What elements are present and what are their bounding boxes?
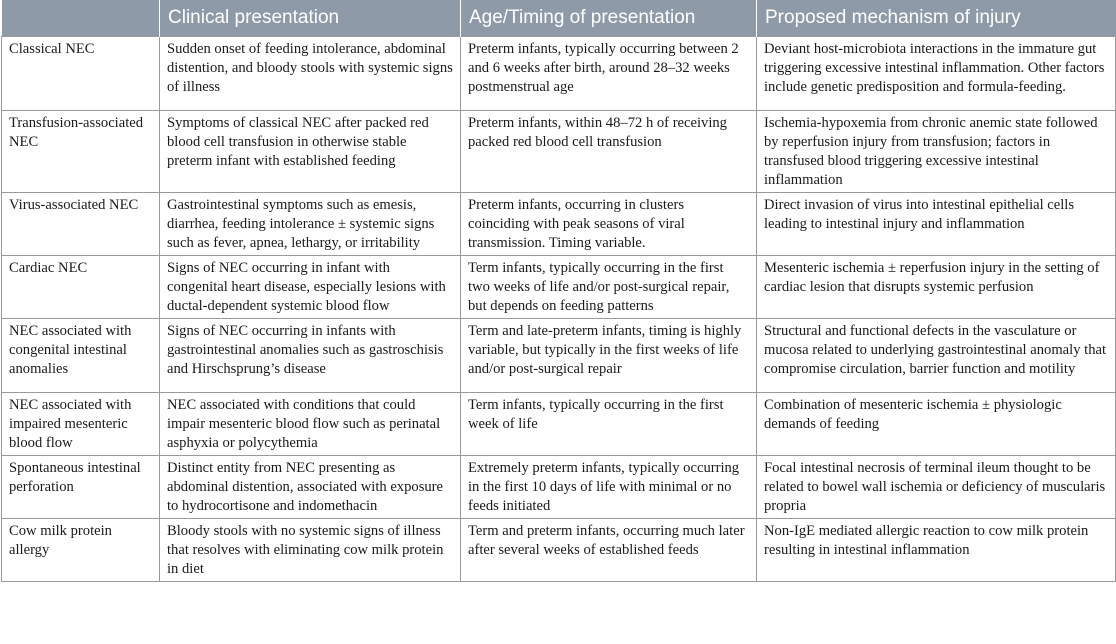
entity-cell: Transfusion-associated NEC: [2, 111, 160, 193]
mechanism-cell: Focal intestinal necrosis of terminal ileum thought to be related to bowel wall ischemia or deficiency of muscularis propria: [757, 456, 1116, 519]
age-timing-cell: Preterm infants, within 48–72 h of receiving packed red blood cell transfusion: [461, 111, 757, 193]
clinical-presentation-cell: Sudden onset of feeding intolerance, abdominal distention, and bloody stools with systemic signs of illness: [160, 37, 461, 111]
clinical-presentation-cell: Bloody stools with no systemic signs of illness that resolves with eliminating cow milk protein in diet: [160, 519, 461, 582]
table-row: [2, 519, 1116, 582]
table-row: [2, 111, 1116, 193]
entity-cell: Cow milk protein allergy: [2, 519, 160, 582]
clinical-presentation-cell: Gastrointestinal symptoms such as emesis, diarrhea, feeding intolerance ± systemic signs such as fever, apnea, lethargy, or irritability: [160, 193, 461, 256]
entity-cell: Spontaneous intestinal perforation: [2, 456, 160, 519]
entity-cell: Classical NEC: [2, 37, 160, 111]
age-timing-cell: Preterm infants, typically occurring between 2 and 6 weeks after birth, around 28–32 weeks postmenstrual age: [461, 37, 757, 111]
header-cell-age-timing: Age/Timing of presentation: [461, 0, 757, 37]
mechanism-cell: Direct invasion of virus into intestinal epithelial cells leading to intestinal injury and inflammation: [757, 193, 1116, 256]
age-timing-cell: Term and preterm infants, occurring much later after several weeks of established feeds: [461, 519, 757, 582]
table-row: [2, 456, 1116, 519]
age-timing-cell: Preterm infants, occurring in clusters coinciding with peak seasons of viral transmission. Timing variable.: [461, 193, 757, 256]
mechanism-cell: Ischemia-hypoxemia from chronic anemic state followed by reperfusion injury from transfusion; factors in transfused blood triggering excessive intestinal inflammation: [757, 111, 1116, 193]
nec-comparison-table: [1, 0, 1116, 582]
clinical-presentation-cell: Signs of NEC occurring in infant with congenital heart disease, especially lesions with ductal-dependent systemic blood flow: [160, 256, 461, 319]
table-row: [2, 256, 1116, 319]
clinical-presentation-cell: NEC associated with conditions that could impair mesenteric blood flow such as perinatal asphyxia or polycythemia: [160, 393, 461, 456]
clinical-presentation-cell: Distinct entity from NEC presenting as abdominal distention, associated with exposure to hydrocortisone and indomethacin: [160, 456, 461, 519]
entity-cell: Virus-associated NEC: [2, 193, 160, 256]
mechanism-cell: Combination of mesenteric ischemia ± physiologic demands of feeding: [757, 393, 1116, 456]
mechanism-cell: Structural and functional defects in the vasculature or mucosa related to underlying gastrointestinal anomaly that compromise circulation, barrier function and motility: [757, 319, 1116, 393]
table-row: [2, 193, 1116, 256]
mechanism-cell: Non-IgE mediated allergic reaction to cow milk protein resulting in intestinal inflammation: [757, 519, 1116, 582]
clinical-presentation-cell: Signs of NEC occurring in infants with gastrointestinal anomalies such as gastroschisis and Hirschsprung’s disease: [160, 319, 461, 393]
entity-cell: NEC associated with congenital intestinal anomalies: [2, 319, 160, 393]
header-cell-entity: [2, 0, 160, 37]
mechanism-cell: Mesenteric ischemia ± reperfusion injury in the setting of cardiac lesion that disrupts systemic perfusion: [757, 256, 1116, 319]
clinical-presentation-cell: Symptoms of classical NEC after packed red blood cell transfusion in otherwise stable preterm infant with established feeding: [160, 111, 461, 193]
mechanism-cell: Deviant host-microbiota interactions in the immature gut triggering excessive intestinal inflammation. Other factors include genetic predisposition and formula-feeding.: [757, 37, 1116, 111]
header-cell-mechanism: Proposed mechanism of injury: [757, 0, 1116, 37]
entity-cell: NEC associated with impaired mesenteric blood flow: [2, 393, 160, 456]
table-row: [2, 319, 1116, 393]
entity-cell: Cardiac NEC: [2, 256, 160, 319]
table-row: [2, 37, 1116, 111]
age-timing-cell: Term and late-preterm infants, timing is highly variable, but typically in the first weeks of life and/or post-surgical repair: [461, 319, 757, 393]
age-timing-cell: Extremely preterm infants, typically occurring in the first 10 days of life with minimal or no feeds initiated: [461, 456, 757, 519]
age-timing-cell: Term infants, typically occurring in the first two weeks of life and/or post-surgical repair, but depends on feeding patterns: [461, 256, 757, 319]
header-row: [2, 0, 1116, 37]
age-timing-cell: Term infants, typically occurring in the first week of life: [461, 393, 757, 456]
table-row: [2, 393, 1116, 456]
header-cell-clinical-presentation: Clinical presentation: [160, 0, 461, 37]
